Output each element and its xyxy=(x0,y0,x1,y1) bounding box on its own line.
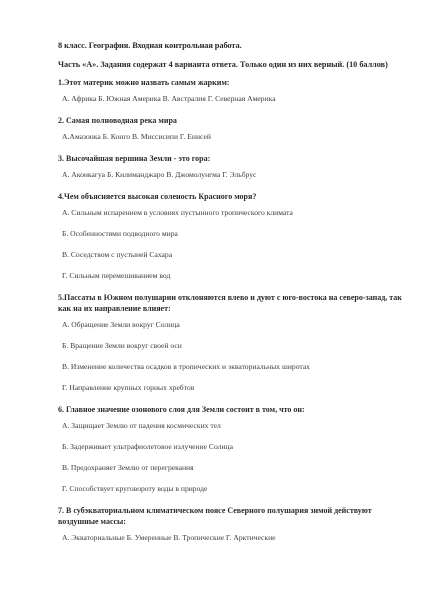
question-text: 1.Этот материк можно назвать самым жарким: xyxy=(58,77,230,87)
question-text: 6. Главное значение озонового слоя для Земли состоит в том, что он: xyxy=(58,404,305,414)
answer-option-c: В. Изменение количества осадков в тропических и экваториальных широтах xyxy=(62,361,310,371)
answer-option-d: Г. Способствует круговороту воды в природе xyxy=(62,483,208,493)
answer-option-b: Б. Задерживает ультрафиолетовое излучение Солнца xyxy=(62,441,233,451)
answer-option-a: А. Защищает Землю от падения космических тел xyxy=(62,420,221,430)
question-1 xyxy=(58,77,408,104)
question-text: 5.Пассаты в Южном полушарии отклоняются влево и дуют с юго-востока на северо-запад, так как на их направление влияет: xyxy=(58,292,402,313)
document-page xyxy=(58,40,408,551)
answer-options: А. Африка Б. Южная Америка В. Австралия Г. Северная Америка xyxy=(62,93,276,103)
answer-option-b: Б. Вращение Земли вокруг своей оси xyxy=(62,340,182,350)
answer-options: А. Экваториальные Б. Умеренные В. Тропические Г. Арктические xyxy=(62,532,276,542)
answer-option-d: Г. Сильным перемешиванием вод xyxy=(62,270,171,280)
question-7 xyxy=(58,505,408,543)
answer-option-a: А. Обращение Земли вокруг Солнца xyxy=(62,319,180,329)
answer-options: А. Аконкагуа Б. Килиманджаро В. Джомолунгма Г. Эльбрус xyxy=(62,169,257,179)
answer-options: А.Амазонка Б. Конго В. Миссисипи Г. Енисей xyxy=(62,131,211,141)
question-text: 2. Самая полноводная река мира xyxy=(58,115,177,125)
question-6 xyxy=(58,404,408,494)
question-text: 4.Чем объясняется высокая соленость Красного моря? xyxy=(58,191,257,201)
question-2 xyxy=(58,115,408,142)
question-4 xyxy=(58,191,408,281)
question-text: 7. В субэкваториальном климатическом поясе Северного полушария зимой действуют воздушные массы: xyxy=(58,505,372,526)
question-3 xyxy=(58,153,408,180)
question-5 xyxy=(58,292,408,393)
document-title: 8 класс. География. Входная контрольная работа. xyxy=(58,41,242,50)
answer-option-c: В. Предохраняет Землю от перегревания xyxy=(62,462,194,472)
document-intro: Часть «А». Задания содержат 4 варианта ответа. Только один из них верный. (10 баллов) xyxy=(58,60,388,69)
answer-option-a: А. Сильным испарением в условиях пустынного тропического климата xyxy=(62,207,293,217)
answer-option-b: Б. Особенностями подводного мира xyxy=(62,228,178,238)
answer-option-d: Г. Направление крупных горных хребтов xyxy=(62,382,195,392)
question-text: 3. Высочайшая вершина Земли - это гора: xyxy=(58,153,211,163)
answer-option-c: В. Соседством с пустыней Сахара xyxy=(62,249,173,259)
